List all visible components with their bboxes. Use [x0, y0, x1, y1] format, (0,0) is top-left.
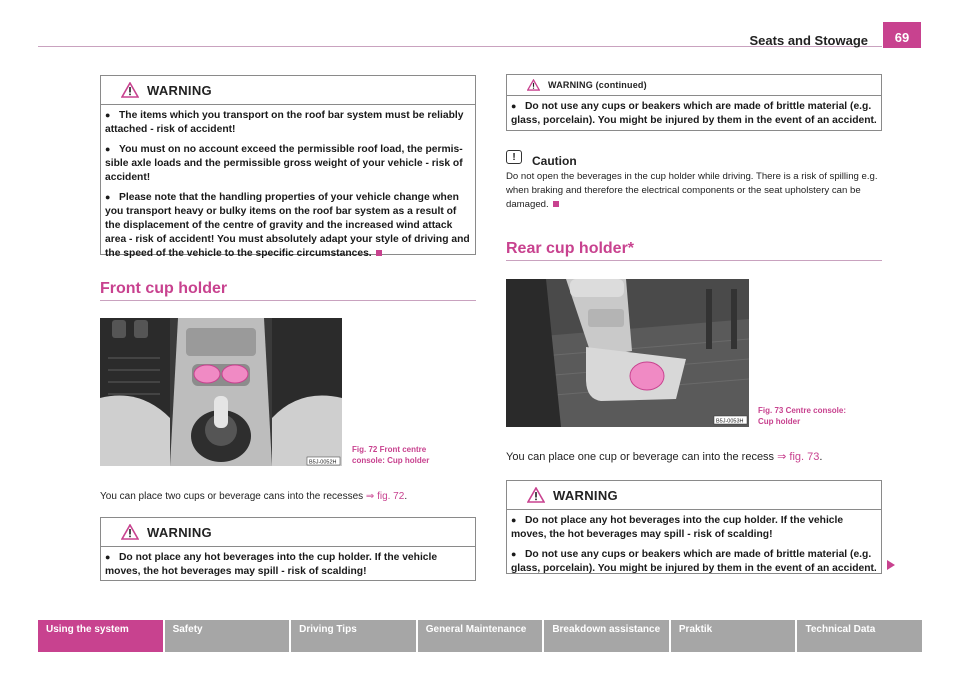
warning-title: WARNING (continued) [548, 80, 647, 90]
section-title: Seats and Stowage [749, 33, 868, 48]
warning-triangle-icon [527, 79, 540, 91]
front-cup-holder-heading: Front cup holder [100, 280, 228, 297]
warning-item: ● You must on no account exceed the permissible roof load, the permis-sible axle loads and the permissible gross weight of your vehicle - risk of accident! [105, 144, 463, 183]
warning-item: ● The items which you transport on the roof bar system must be reliably attached - risk of accident! [105, 110, 464, 135]
warning-item: ● Do not place any hot beverages into the cup holder. If the vehicle moves, the hot beverages may spill - risk of scalding! [105, 552, 438, 577]
roof-load-warning-box [100, 75, 476, 259]
chapter-tabs [38, 620, 922, 652]
heading-rule [506, 260, 882, 261]
warning-item: ● Do not use any cups or beakers which are made of brittle material (e.g. glass, porcelain). You might be injured by them in the event of an accident. [511, 101, 877, 126]
bullet-icon: ● [511, 549, 517, 559]
bullet-icon: ● [105, 144, 111, 154]
warning-header [101, 76, 475, 105]
tab-general-maintenance[interactable]: General Maintenance [418, 620, 543, 652]
warning-header [101, 518, 475, 547]
rear-cup-holder-figure [506, 279, 749, 427]
rear-cup-holder-text: You can place one cup or beverage can into the recess ⇒ fig. 73. [506, 451, 823, 463]
warning-title: WARNING [553, 487, 618, 503]
caution-icon: ! [506, 150, 522, 164]
warning-title: WARNING [147, 524, 212, 540]
front-scalding-warning-box [100, 517, 476, 581]
bullet-icon: ● [105, 192, 111, 202]
figure-73-caption: Fig. 73 Centre console: Cup holder [758, 406, 847, 426]
warning-title: WARNING [147, 82, 212, 98]
fig-73-link[interactable]: ⇒ fig. 73 [777, 451, 820, 463]
warning-header [507, 75, 881, 96]
heading-rule [100, 300, 476, 301]
tab-using-the-system[interactable]: Using the system [38, 620, 163, 652]
page-number: 69 [883, 22, 921, 48]
warning-triangle-icon [527, 487, 545, 503]
caution-text: Do not open the beverages in the cup holder while driving. There is a risk of spilling e.g. when braking and therefore the electrical components or the seat upholstery can be damaged. [506, 171, 878, 210]
tab-breakdown-assistance[interactable]: Breakdown assistance [544, 620, 669, 652]
front-cup-holder-figure [100, 318, 342, 466]
warning-triangle-icon [121, 524, 139, 540]
tab-technical-data[interactable]: Technical Data [797, 620, 922, 652]
end-of-section-icon [553, 201, 559, 207]
bullet-icon: ● [105, 110, 111, 120]
bullet-icon: ● [511, 515, 517, 525]
end-of-section-icon [376, 250, 382, 256]
warning-item: ● Do not place any hot beverages into the cup holder. If the vehicle moves, the hot beverages may spill - risk of scalding! [511, 515, 844, 540]
warning-header [507, 481, 881, 510]
tab-praktik[interactable]: Praktik [671, 620, 796, 652]
tab-safety[interactable]: Safety [165, 620, 290, 652]
rear-warning-box [506, 480, 882, 574]
svg-text:B5J-0052H: B5J-0052H [309, 459, 337, 466]
tab-driving-tips[interactable]: Driving Tips [291, 620, 416, 652]
warning-triangle-icon [121, 82, 139, 98]
warning-continued-box [506, 74, 882, 131]
warning-item: ● Do not use any cups or beakers which are made of brittle material (e.g. glass, porcelain). You might be injured by them in the event of an accident. [511, 549, 877, 574]
bullet-icon: ● [511, 101, 517, 111]
rear-cup-holder-heading: Rear cup holder* [506, 240, 635, 257]
front-cup-holder-text: You can place two cups or beverage cans into the recesses ⇒ fig. 72. [100, 491, 408, 502]
continue-arrow-icon [886, 558, 896, 576]
caution-heading: ! Caution [506, 146, 577, 168]
figure-72-caption: Fig. 72 Front centre console: Cup holder [352, 445, 430, 465]
fig-72-link[interactable]: ⇒ fig. 72 [365, 491, 405, 502]
warning-item: ● Please note that the handling properties of your vehicle change when you transport heavy or bulky items on the roof bar system as a result of the displacement of the centre of gravity and the increased wind attack area - risk of accident! You must absolutely adapt your style of driving and the speed of the vehicle to the specific circumstances. [105, 192, 470, 259]
svg-text:B5J-0053H: B5J-0053H [716, 418, 744, 425]
bullet-icon: ● [105, 552, 111, 562]
